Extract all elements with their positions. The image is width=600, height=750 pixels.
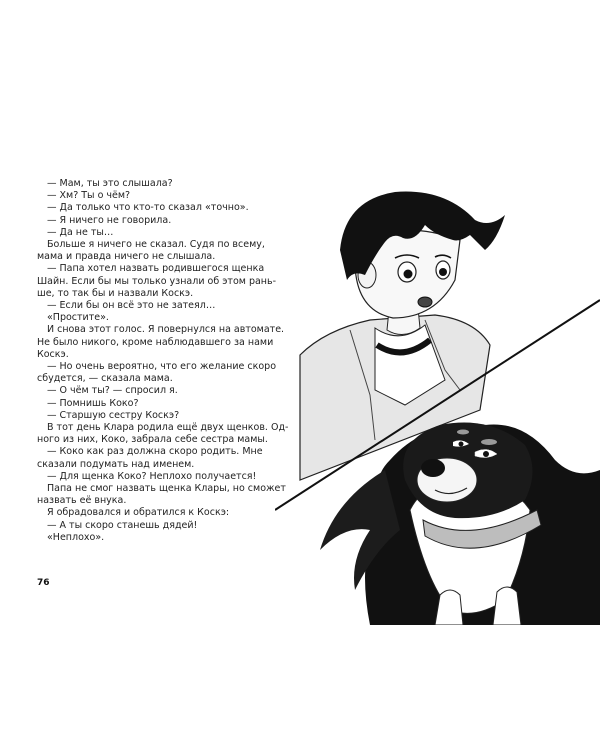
text-line: сказали подумать над именем. [37,458,195,470]
text-line: — Старшую сестру Коскэ? [47,409,180,421]
text-line: Я обрадовался и обратился к Коскэ: [47,507,230,519]
text-line: — Да не ты… [47,226,114,238]
text-line: «Неплохо». [47,531,105,543]
text-line: ше, то так бы и назвали Коскэ. [37,287,194,299]
text-line: — Но очень вероятно, что его желание скоро [47,361,277,373]
text-line: Папа не смог назвать щенка Клары, но сможет [47,483,286,495]
text-line: Коскэ. [37,348,69,360]
text-line: Шайн. Если бы мы только узнали об этом рань- [37,275,277,287]
text-column [37,178,289,544]
text-line: И снова этот голос. Я повернулся на автомате. [47,324,285,336]
text-line: — А ты скоро станешь дядей! [47,519,198,531]
manga-illustration [275,180,600,625]
text-line: — Да только что кто-то сказал «точно». [47,202,249,214]
text-line: — Хм? Ты о чём? [47,190,131,202]
text-line: «Простите». [47,312,109,324]
text-line: назвать её внука. [37,495,127,507]
text-line: — Для щенка Коко? Неплохо получается! [47,470,257,482]
page-number: 76 [37,578,50,588]
text-line: мама и правда ничего не слышала. [37,251,216,263]
text-line: — О чём ты? — спросил я. [47,385,178,397]
text-line: Не было никого, кроме наблюдавшего за нами [37,336,274,348]
text-line: ного из них, Коко, забрала себе сестра мамы. [37,434,268,446]
text-line: — Помнишь Коко? [47,397,139,409]
text-line: сбудется, — сказала мама. [37,373,173,385]
text-line: Больше я ничего не сказал. Судя по всему, [47,239,265,251]
text-line: — Я ничего не говорила. [47,214,172,226]
text-line: — Папа хотел назвать родившегося щенка [47,263,265,275]
text-line: В тот день Клара родила ещё двух щенков. Од- [47,422,289,434]
text-line: — Если бы он всё это не затеял… [47,300,216,312]
text-line: — Мам, ты это слышала? [47,178,173,189]
text-line: — Коко как раз должна скоро родить. Мне [47,446,263,458]
